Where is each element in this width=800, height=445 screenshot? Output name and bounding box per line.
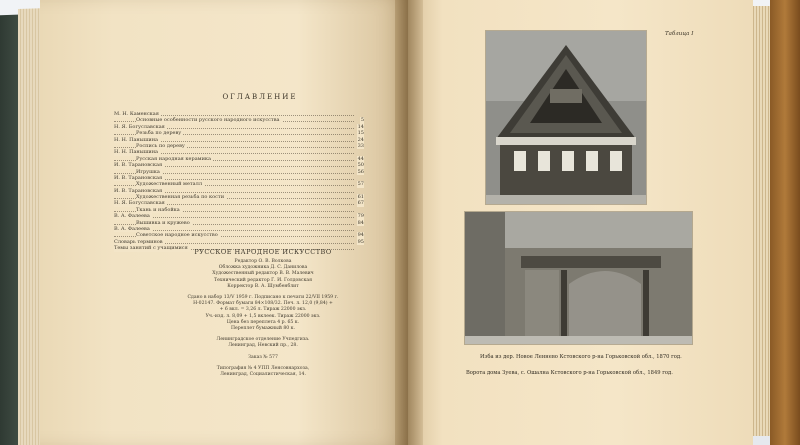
toc-entry-text: Роспись по дереву: [136, 142, 185, 149]
colophon-line: Типография № 4 УПП Ленсовнархоза,: [216, 365, 310, 371]
book-gutter: [395, 0, 423, 445]
toc-entry-text: М. Н. Каменская: [114, 111, 159, 117]
toc-entry-text: Основные особенности русского народного искусства: [136, 117, 280, 124]
toc-entry-text: Резьба по дереву: [136, 130, 182, 137]
colophon-line: Редактор О. В. Волкова: [234, 259, 292, 264]
toc-page-number: 15: [357, 130, 364, 137]
toc-entry-text: И. В. Тарановская: [114, 187, 163, 194]
toc-entry-text: Н. Н. Панышина: [114, 136, 159, 143]
plate-label: Таблица I: [665, 31, 694, 37]
toc-entry-text: Н. Я. Богуславская: [114, 200, 165, 207]
colophon-line: Художественный редактор В. В. Малевич: [212, 271, 314, 277]
toc-entry-text: Вышивка и кружево: [136, 219, 190, 226]
toc-page-number: 5: [360, 117, 364, 124]
colophon-line: Уч.-изд. л. 8,09 + 1,5 вклеек. Тираж 22000 экз.: [205, 313, 321, 319]
book-cover-right: [770, 0, 800, 445]
toc-page-number: 61: [357, 194, 364, 201]
colophon-line: Обложка художника Д. С. Данилова: [218, 265, 308, 271]
colophon-line: Ленинград, Невский пр., 28.: [228, 343, 298, 349]
toc-page-number: 94: [357, 232, 364, 239]
toc-page-number: 33: [357, 142, 364, 149]
toc-entry-text: Н. Н. Панышина: [114, 149, 159, 156]
caption-izba: Изба из дер. Новое Леннево Кстовского р-на Горьковской обл., 1870 год.: [480, 354, 682, 360]
toc-entry-text: И. В. Тарановская: [114, 174, 163, 181]
toc-page-number: 44: [357, 155, 364, 162]
caption-gate: Ворота дома Зуева, с. Ошална Кстовского р-на Горьковской обл., 1849 год.: [466, 370, 673, 376]
toc-entry-text: В. А. Фалеева: [114, 213, 150, 220]
toc-entry-text: Игрушка: [136, 168, 160, 175]
colophon-line: + 6 вкл. = 3,26 л. Тираж 22000 экз.: [219, 307, 307, 313]
colophon-line: Н-02147. Формат бумаги 84×108/32. Печ. л. 12,0 (9,84) +: [193, 301, 333, 307]
toc-page-number: 57: [357, 181, 364, 188]
toc-page-number: 50: [357, 162, 364, 169]
colophon-title: РУССКОЕ НАРОДНОЕ ИСКУССТВО: [194, 248, 332, 256]
toc-entry-text: В. А. Фалеева: [114, 226, 150, 233]
toc-entry-text: Художественная резьба по кости: [136, 194, 225, 201]
toc-entry-text: Ткань и набойка: [136, 206, 180, 213]
toc-entry-text: Н. Я. Богуславская: [114, 123, 165, 130]
toc-entry-text: Русская народная керамика: [136, 155, 212, 162]
colophon-line: Технический редактор Г. И. Голдовская: [214, 277, 312, 283]
table-of-contents: [114, 111, 364, 252]
toc-entry-text: Советское народное искусство: [136, 232, 218, 239]
toc-entry-text: Художественный металл: [136, 181, 203, 188]
colophon: [178, 248, 348, 378]
izba-photo: [486, 31, 646, 204]
toc-page-number: 56: [357, 168, 364, 175]
toc-page-number: 95: [357, 238, 364, 245]
colophon-line: Сдано в набор 13/V 1959 г. Подписано к печати 22/VII 1959 г.: [187, 295, 339, 301]
toc-page-number: 84: [357, 219, 364, 226]
toc-entry-text: Словарь терминов: [114, 238, 163, 245]
colophon-line: Цена без переплета 4 р. 65 к.: [226, 319, 300, 325]
toc-entry-text: И. В. Тарановская: [114, 162, 163, 169]
gate-photo: [465, 212, 692, 344]
toc-entry-text: Темы занятий с учащимися: [114, 245, 188, 252]
colophon-lines: [178, 259, 348, 378]
colophon-line: Ленинградское отделение Учпедгиза.: [216, 337, 310, 343]
colophon-line: Переплет бумажный 80 к.: [231, 326, 295, 332]
toc-page-number: 67: [357, 200, 364, 207]
toc-page-number: 14: [357, 123, 364, 130]
toc-page-number: 24: [357, 136, 364, 143]
colophon-line: Ленинград, Социалистическая, 14.: [220, 372, 306, 378]
toc-heading: ОГЛАВЛЕНИЕ: [222, 93, 298, 101]
colophon-line: Заказ № 577: [248, 354, 278, 360]
toc-page-number: 79: [357, 213, 364, 220]
colophon-line: Корректор В. А. Шумбенблит: [227, 283, 299, 289]
